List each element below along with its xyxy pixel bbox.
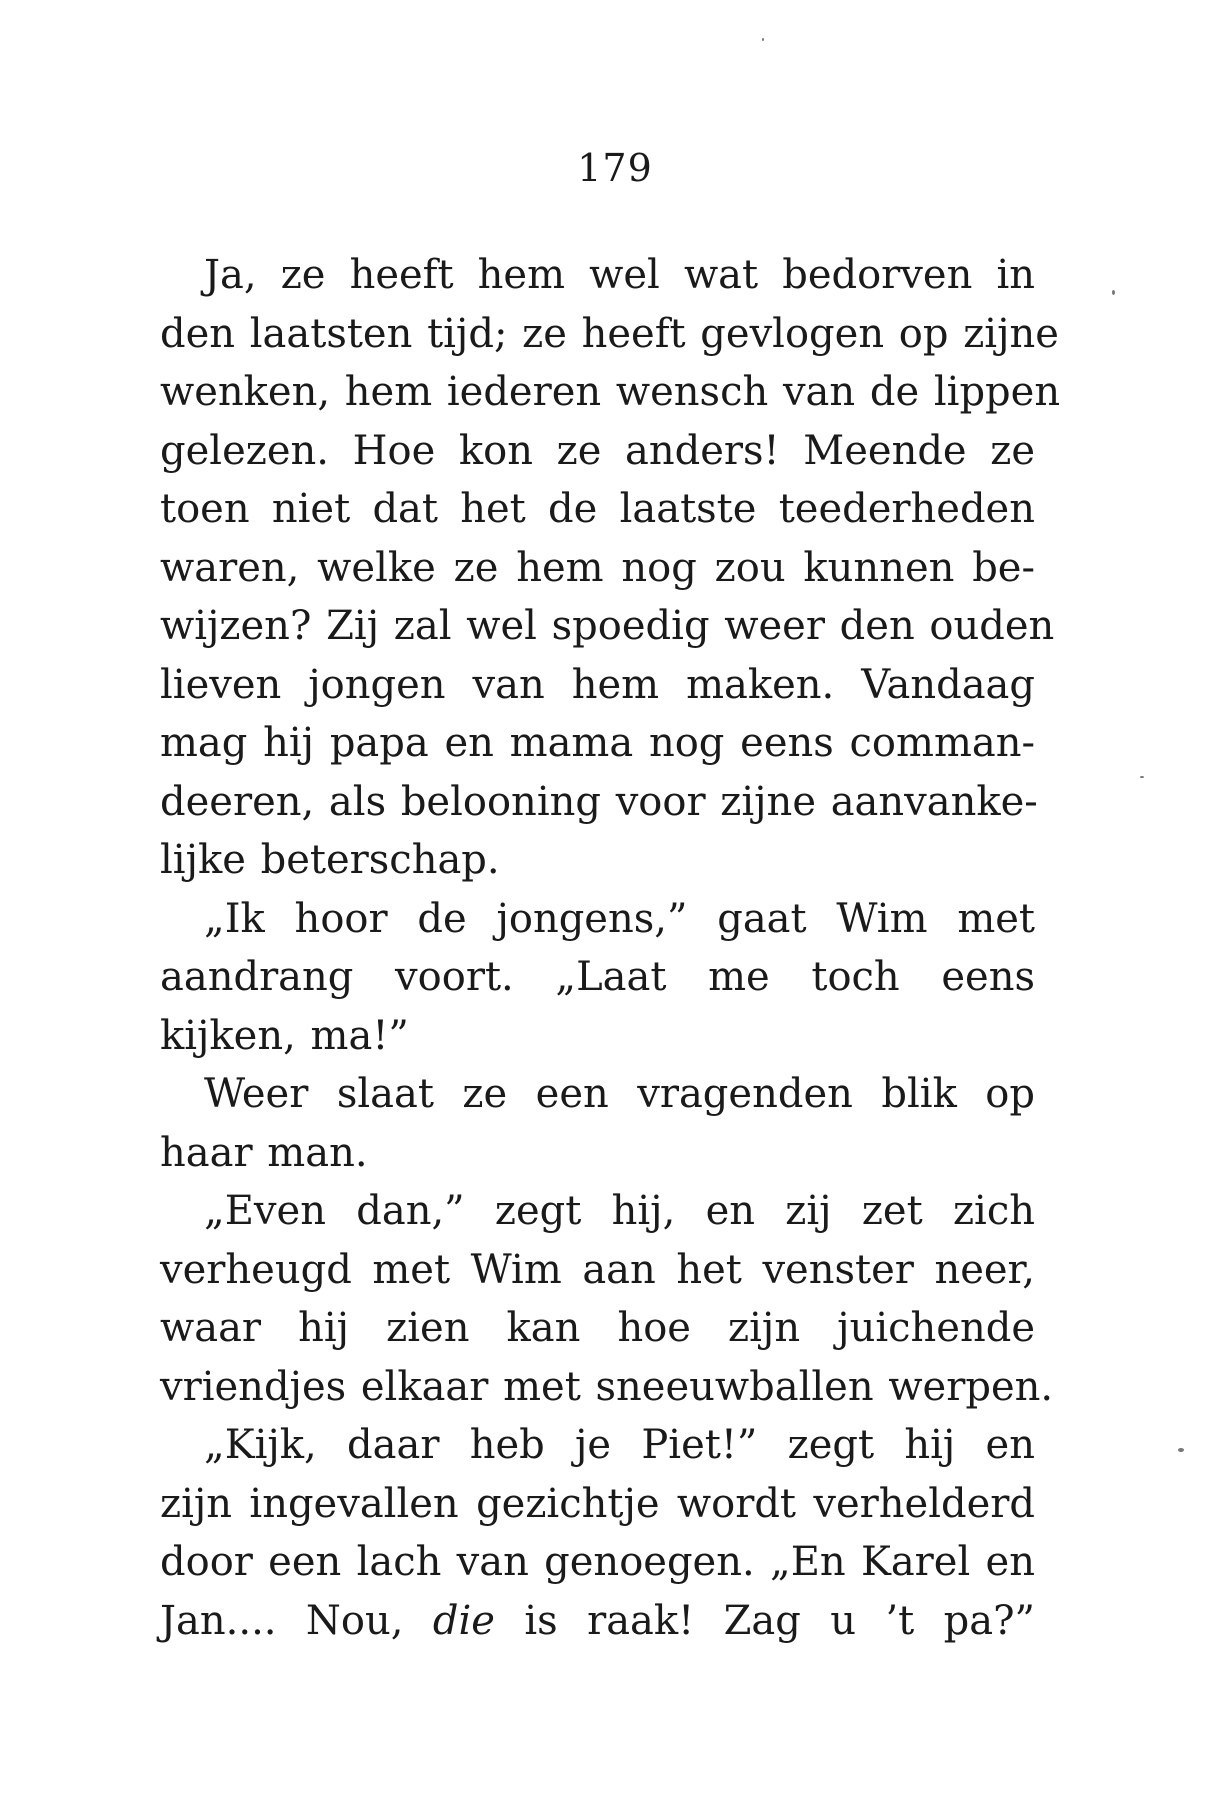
text-line: door een lach van genoegen. „En Karel en <box>160 1539 1035 1585</box>
text-line: verheugd met Wim aan het venster neer, <box>160 1246 1035 1293</box>
text-line: „Ik hoor de jongens,” gaat Wim met <box>204 895 1035 942</box>
paragraph <box>160 1065 1035 1182</box>
text-line: gelezen. Hoe kon ze anders! Meende ze <box>160 427 1035 474</box>
text-line: lieven jongen van hem maken. Vandaag <box>160 661 1035 708</box>
text-line-final <box>160 1592 1035 1651</box>
text-line: wijzen? Zij zal wel spoedig weer den ouden <box>160 603 1055 649</box>
paper-speck <box>1112 290 1115 295</box>
text-line: mag hij papa en mama nog eens comman- <box>160 720 1035 766</box>
paper-speck <box>1178 1448 1184 1452</box>
text-line: „Even dan,” zegt hij, en zij zet zich <box>204 1188 1035 1234</box>
text-line: Ja, ze heeft hem wel wat bedorven in <box>204 252 1035 298</box>
page-number: 179 <box>577 146 653 190</box>
text-line: „Kijk, daar heb je Piet!” zegt hij en <box>204 1422 1035 1468</box>
text-segment: Jan.... Nou, <box>160 1597 433 1644</box>
text-line: waar hij zien kan hoe zijn juichende <box>160 1305 1035 1351</box>
text-line: den laatsten tijd; ze heeft gevlogen op zijne <box>160 310 1059 357</box>
text-line: deeren, als belooning voor zijne aanvanke- <box>160 778 1038 825</box>
paragraph <box>160 1416 1035 1650</box>
paragraph <box>160 1182 1054 1416</box>
paragraph <box>160 890 1035 1066</box>
paper-speck <box>762 38 764 41</box>
text-line: lijke beterschap. <box>160 837 500 883</box>
text-line: waren, welke ze hem nog zou kunnen be- <box>160 544 1035 591</box>
text-line: haar man. <box>160 1129 368 1176</box>
text-segment: is raak! Zag u ’t pa?” <box>494 1597 1035 1644</box>
body-text <box>160 246 1061 1650</box>
text-line: wenken, hem iederen wensch van de lippen <box>160 369 1061 415</box>
text-line: aandrang voort. „Laat me toch eens <box>160 954 1035 1000</box>
text-line: vriendjes elkaar met sneeuwballen werpen. <box>160 1363 1054 1410</box>
paper-speck <box>1140 776 1144 778</box>
paragraph <box>160 246 1061 890</box>
text-line: zijn ingevallen gezichtje wordt verhelderd <box>160 1480 1035 1527</box>
text-line: toen niet dat het de laatste teederheden <box>160 486 1035 532</box>
text-line: Weer slaat ze een vragenden blik op <box>204 1071 1035 1117</box>
text-line: kijken, ma!” <box>160 1012 409 1059</box>
emphasized-word: die <box>432 1597 495 1644</box>
